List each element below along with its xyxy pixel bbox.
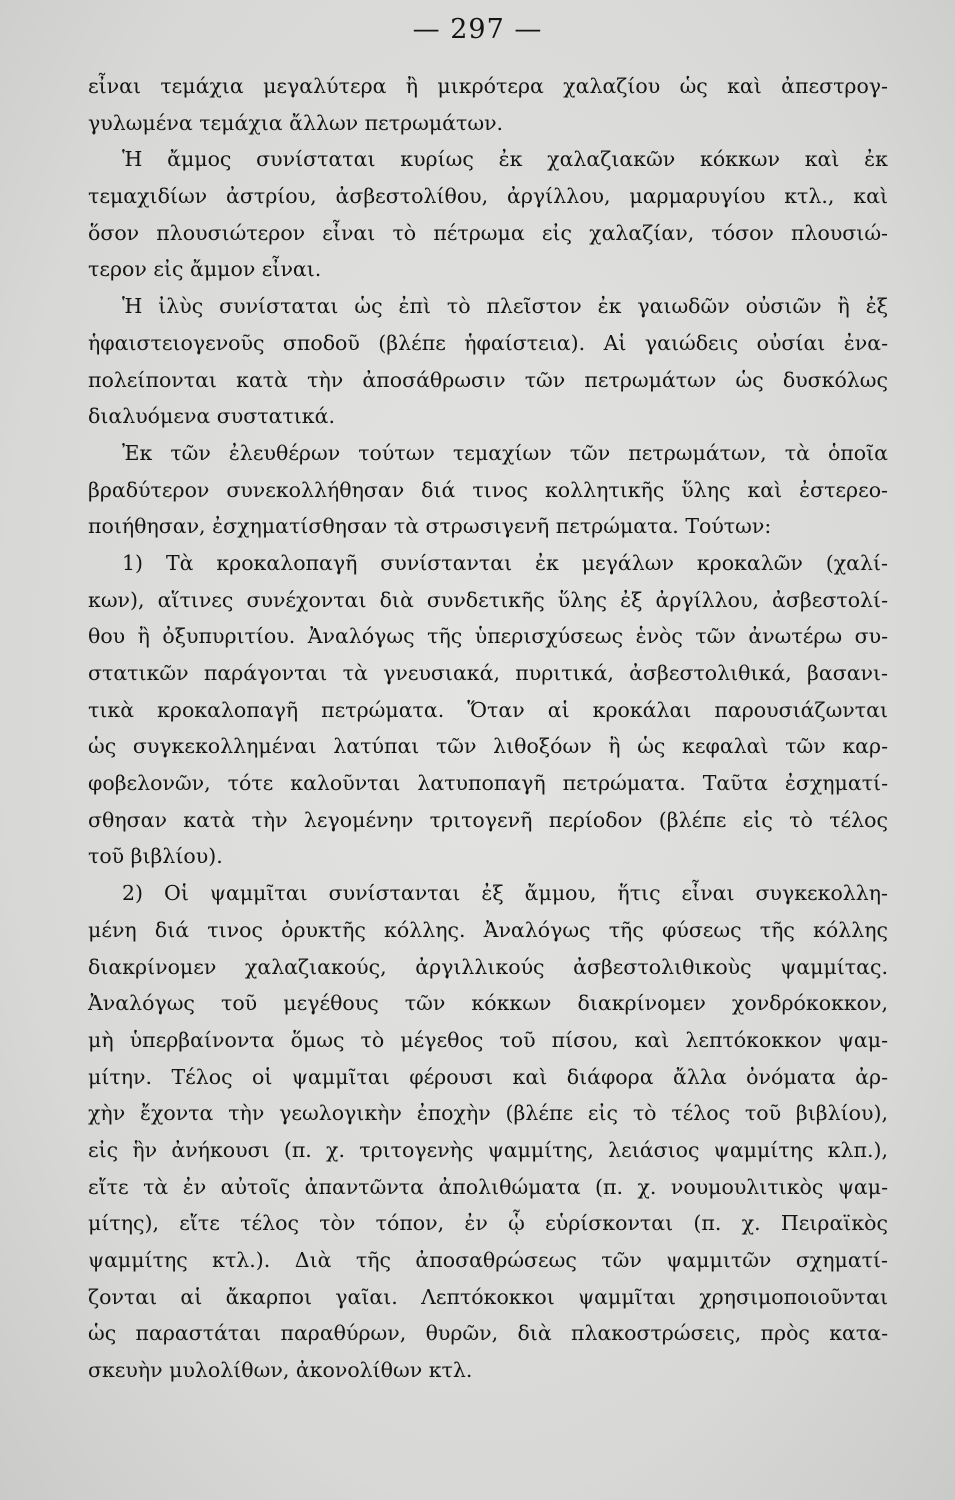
body-text <box>88 68 888 1389</box>
text-line: Ἡ ἰλὺς συνίσταται ὡς ἐπὶ τὸ πλεῖστον ἐκ γαιωδῶν οὐσιῶν ἢ ἐξ <box>122 294 888 319</box>
text-line: Ἡ ἄμμος συνίσταται κυρίως ἐκ χαλαζιακῶν κόκκων καὶ ἐκ <box>122 147 888 172</box>
page-number: — 297 — <box>412 14 543 45</box>
text-line: ὡς συγκεκολλημέναι λατύπαι τῶν λιθοξόων ἢ ὡς κεφαλαὶ τῶν καρ- <box>88 734 888 759</box>
text-line: χὴν ἔχοντα τὴν γεωλογικὴν ἐποχὴν (βλέπε εἰς τὸ τέλος τοῦ βιβλίου), <box>88 1101 888 1126</box>
text-line: ψαμμίτης κτλ.). Διὰ τῆς ἀποσαθρώσεως τῶν ψαμμιτῶν σχηματί- <box>88 1248 888 1272</box>
text-line: τικὰ κροκαλοπαγῆ πετρώματα. Ὅταν αἱ κροκάλαι παρουσιάζωνται <box>88 697 888 722</box>
text-line: εἴτε τὰ ἐν αὐτοῖς ἀπαντῶντα ἀπολιθώματα (π. χ. νουμουλιτικὸς ψαμ- <box>88 1174 888 1199</box>
text-line: μὴ ὑπερβαίνοντα ὅμως τὸ μέγεθος τοῦ πίσου, καὶ λεπτόκοκκον ψαμ- <box>88 1027 888 1052</box>
text-line: κων), αἵτινες συνέχονται διὰ συνδετικῆς ὕλης ἐξ ἀργίλλου, ἀσβεστολί- <box>88 587 888 612</box>
text-line: στατικῶν παράγονται τὰ γνευσιακά, πυριτικά, ἀσβεστολιθικά, βασανι- <box>88 661 888 685</box>
text-line: Ἀναλόγως τοῦ μεγέθους τῶν κόκκων διακρίνομεν χονδρόκοκκον, <box>88 991 888 1016</box>
text-line: φοβελονῶν, τότε καλοῦνται λατυποπαγῆ πετρώματα. Ταῦτα ἐσχηματί- <box>88 771 888 796</box>
text-line: βραδύτερον συνεκολλήθησαν διά τινος κολλητικῆς ὕλης καὶ ἐστερεο- <box>88 477 888 502</box>
text-line: διαλυόμενα συστατικά. <box>88 404 335 429</box>
text-line: 2) Οἱ ψαμμῖται συνίστανται ἐξ ἄμμου, ἥτις εἶναι συγκεκολλη- <box>122 881 888 906</box>
text-line: ποιήθησαν, ἐσχηματίσθησαν τὰ στρωσιγενῆ πετρώματα. Τούτων: <box>88 514 772 539</box>
text-line: τοῦ βιβλίου). <box>88 844 223 869</box>
text-line: ἡφαιστειογενοῦς σποδοῦ (βλέπε ἡφαίστεια). Αἱ γαιώδεις οὐσίαι ἐνα- <box>88 330 888 355</box>
text-line: Ἐκ τῶν ἐλευθέρων τούτων τεμαχίων τῶν πετρωμάτων, τὰ ὁποῖα <box>122 440 888 465</box>
text-line: 1) Τὰ κροκαλοπαγῆ συνίστανται ἐκ μεγάλων κροκαλῶν (χαλί- <box>122 550 888 575</box>
text-line: τεμαχιδίων ἀστρίου, ἀσβεστολίθου, ἀργίλλου, μαρμαρυγίου κτλ., καὶ <box>88 184 888 209</box>
text-line: διακρίνομεν χαλαζιακούς, ἀργιλλικούς ἀσβεστολιθικοὺς ψαμμίτας. <box>88 954 888 979</box>
text-line: πολείπονται κατὰ τὴν ἀποσάθρωσιν τῶν πετρωμάτων ὡς δυσκόλως <box>88 367 888 392</box>
text-line: εἶναι τεμάχια μεγαλύτερα ἢ μικρότερα χαλαζίου ὡς καὶ ἀπεστρογ- <box>88 74 888 98</box>
text-line: μένη διά τινος ὀρυκτῆς κόλλης. Ἀναλόγως τῆς φύσεως τῆς κόλλης <box>88 917 888 942</box>
text-line: τερον εἰς ἄμμον εἶναι. <box>88 257 322 282</box>
text-line: μίτης), εἴτε τέλος τὸν τόπον, ἐν ᾧ εὑρίσκονται (π. χ. Πειραϊκὸς <box>88 1211 888 1236</box>
text-line: σκευὴν μυλολίθων, ἀκονολίθων κτλ. <box>88 1358 473 1383</box>
text-line: ὡς παραστάται παραθύρων, θυρῶν, διὰ πλακοστρώσεις, πρὸς κατα- <box>88 1321 888 1346</box>
text-line: μίτην. Τέλος οἱ ψαμμῖται φέρουσι καὶ διάφορα ἄλλα ὀνόματα ἀρ- <box>88 1064 888 1089</box>
text-line: ζονται αἱ ἄκαρποι γαῖαι. Λεπτόκοκκοι ψαμμῖται χρησιμοποιοῦνται <box>88 1284 888 1309</box>
text-line: σθησαν κατὰ τὴν λεγομένην τριτογενῆ περίοδον (βλέπε εἰς τὸ τέλος <box>88 807 888 832</box>
text-line: ὅσον πλουσιώτερον εἶναι τὸ πέτρωμα εἰς χαλαζίαν, τόσον πλουσιώ- <box>88 220 888 245</box>
text-line: θου ἢ ὀξυπυριτίου. Ἀναλόγως τῆς ὑπερισχύσεως ἑνὸς τῶν ἀνωτέρω συ- <box>88 624 888 649</box>
text-line: εἰς ἣν ἀνήκουσι (π. χ. τριτογενὴς ψαμμίτης, λειάσιος ψαμμίτης κλπ.), <box>88 1137 888 1162</box>
text-line: γυλωμένα τεμάχια ἄλλων πετρωμάτων. <box>88 110 504 135</box>
